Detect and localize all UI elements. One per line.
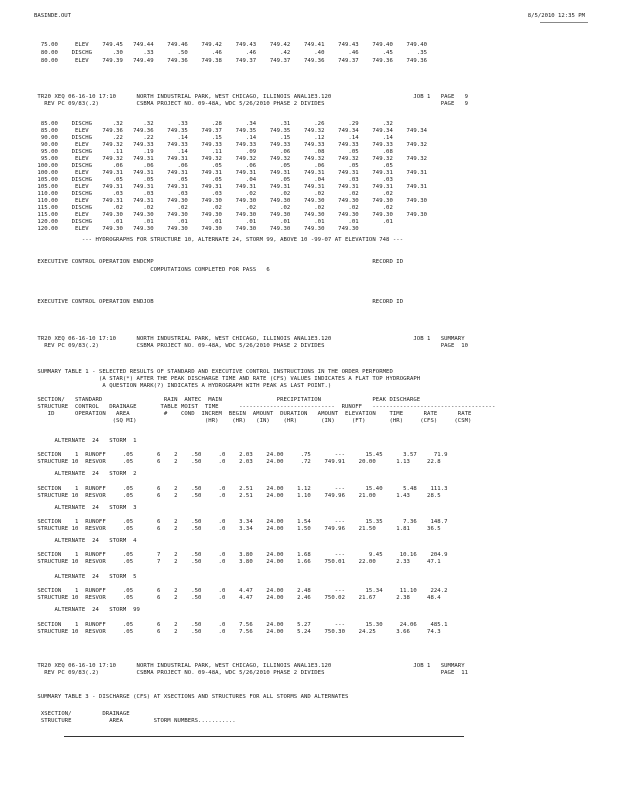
- alternate-title: ALTERNATE 24 STORM 2: [34, 471, 137, 477]
- alternate-title: ALTERNATE 24 STORM 4: [34, 538, 137, 544]
- table-header-line: ID OPERATION AREA # COND INCREM BEGIN AMOUNT DURATION AMOUNT ELEVATION TIME RATE RATE: [34, 411, 472, 417]
- output-row: 95.00 ELEV 749.32 749.31 749.31 749.32 749.32 749.32 749.32 749.32 749.32 749.32: [34, 156, 428, 162]
- page-header-line: REV PC 09/83(.2) CSBMA PROJECT NO. 09-48A, WDC 5/26/2010 PHASE 2 DIVIDES PAGE 9: [34, 101, 469, 107]
- summary-table-3-header: STRUCTURE AREA STORM NUMBERS...........: [34, 718, 236, 724]
- output-row: 85.00 DISCHG .32 .32 .33 .28 .34 .31 .26 .29 .32: [34, 121, 393, 127]
- table-row: STRUCTURE 10 RESVOR .05 6 2 .50 .0 4.47 24.00 2.46 750.02 21.67 2.38 48.4: [34, 595, 441, 601]
- alternate-title: ALTERNATE 24 STORM 99: [34, 607, 140, 613]
- table-row: SECTION 1 RUNOFF .05 6 2 .50 .0 2.03 24.00 .75 --- 15.45 3.57 71.9: [34, 452, 448, 458]
- executive-control-line: EXECUTIVE CONTROL OPERATION ENDCMP RECORD ID: [34, 259, 404, 265]
- output-row: 80.00 ELEV 749.39 749.49 749.36 749.38 749.37 749.37 749.36 749.37 749.36 749.36: [34, 58, 428, 64]
- table-row: STRUCTURE 10 RESVOR .05 6 2 .50 .0 2.03 24.00 .72 749.91 20.00 1.13 22.8: [34, 459, 441, 465]
- summary-note: (A STAR(*) AFTER THE PEAK DISCHARGE TIME AND RATE (CFS) VALUES INDICATES A FLAT TOP HYDROGRAPH: [34, 376, 421, 382]
- table-row: STRUCTURE 10 RESVOR .05 6 2 .50 .0 2.51 24.00 1.10 749.96 21.00 1.43 28.5: [34, 493, 441, 499]
- output-row: 80.00 DISCHG .30 .33 .50 .46 .46 .42 .40 .46 .45 .35: [34, 50, 428, 56]
- alternate-title: ALTERNATE 24 STORM 3: [34, 505, 137, 511]
- output-row: 105.00 ELEV 749.31 749.31 749.31 749.31 749.31 749.31 749.31 749.31 749.31 749.31: [34, 184, 428, 190]
- alternate-title: ALTERNATE 24 STORM 5: [34, 574, 137, 580]
- summary-table-3-header: XSECTION/ DRAINAGE: [34, 711, 130, 717]
- output-row: 100.00 DISCHG .06 .06 .06 .05 .06 .05 .06 .05 .05: [34, 163, 393, 169]
- output-row: 120.00 DISCHG .01 .01 .01 .01 .01 .01 .01 .01 .01: [34, 219, 393, 225]
- table-row: STRUCTURE 10 RESVOR .05 6 2 .50 .0 7.56 24.00 5.24 750.30 24.25 3.66 74.3: [34, 629, 441, 635]
- bottom-rule: [64, 736, 464, 737]
- page-header-line: REV PC 09/83(.2) CSBMA PROJECT NO. 09-48A, WDC 5/26/2010 PHASE 2 DIVIDES PAGE 11: [34, 670, 469, 676]
- summary-title: SUMMARY TABLE 1 - SELECTED RESULTS OF STANDARD AND EXECUTIVE CONTROL INSTRUCTIONS IN THE ORDER PERFORMED: [34, 369, 393, 375]
- output-row: 120.00 ELEV 749.30 749.30 749.30 749.30 749.30 749.30 749.30 749.30: [34, 226, 359, 232]
- output-row: 115.00 DISCHG .02 .02 .02 .02 .02 .02 .02 .02 .02: [34, 205, 393, 211]
- executive-endjob-line: EXECUTIVE CONTROL OPERATION ENDJOB RECORD ID: [34, 299, 404, 305]
- output-row: 95.00 DISCHG .11 .19 .14 .11 .09 .06 .08 .05 .08: [34, 149, 393, 155]
- output-row: 110.00 ELEV 749.31 749.31 749.30 749.30 749.30 749.30 749.30 749.30 749.30 749.30: [34, 198, 428, 204]
- header-rule: [540, 22, 588, 23]
- table-header-line: STRUCTURE CONTROL DRAINAGE TABLE MOIST TIME ---------------------------- RUNOFF ------------------------------------: [34, 404, 496, 410]
- table-row: SECTION 1 RUNOFF .05 7 2 .50 .0 3.80 24.00 1.68 --- 9.45 10.16 204.9: [34, 552, 448, 558]
- page-header-line: TR20 XEQ 06-16-10 17:10 NORTH INDUSTRIAL PARK, WEST CHICAGO, ILLINOIS ANAL1E3.120 JOB 1 PAGE 9: [34, 94, 469, 100]
- hydrograph-note: --- HYDROGRAPHS FOR STRUCTURE 10, ALTERNATE 24, STORM 99, ABOVE 10 -99-07 AT ELEVATION 748 ---: [34, 237, 404, 243]
- table-row: SECTION 1 RUNOFF .05 6 2 .50 .0 7.56 24.00 5.27 --- 15.30 24.06 485.1: [34, 622, 448, 628]
- page-header-line: TR20 XEQ 06-16-10 17:10 NORTH INDUSTRIAL PARK, WEST CHICAGO, ILLINOIS ANAL1E3.120 JOB 1 SUMMARY: [34, 663, 465, 669]
- table-row: SECTION 1 RUNOFF .05 6 2 .50 .0 3.34 24.00 1.54 --- 15.35 7.36 148.7: [34, 519, 448, 525]
- alternate-title: ALTERNATE 24 STORM 1: [34, 438, 137, 444]
- summary-note: A QUESTION MARK(?) INDICATES A HYDROGRAPH WITH PEAK AS LAST POINT.): [34, 383, 332, 389]
- computations-completed: COMPUTATIONS COMPLETED FOR PASS 6: [34, 267, 270, 273]
- output-row: 90.00 ELEV 749.32 749.33 749.33 749.33 749.33 749.33 749.33 749.33 749.33 749.32: [34, 142, 428, 148]
- table-header-line: (SQ MI) (HR) (HR) (IN) (HR) (IN) (FT) (HR) (CFS) (CSM): [34, 418, 472, 424]
- print-timestamp: 8/5/2010 12:35 PM: [527, 13, 585, 19]
- output-row: 75.00 ELEV 749.45 749.44 749.46 749.42 749.43 749.42 749.41 749.43 749.40 749.40: [34, 42, 428, 48]
- table-row: STRUCTURE 10 RESVOR .05 7 2 .50 .0 3.80 24.00 1.66 750.01 22.00 2.33 47.1: [34, 559, 441, 565]
- table-row: SECTION 1 RUNOFF .05 6 2 .50 .0 4.47 24.00 2.48 --- 15.34 11.10 224.2: [34, 588, 448, 594]
- table-row: SECTION 1 RUNOFF .05 6 2 .50 .0 2.51 24.00 1.12 --- 15.40 5.48 111.3: [34, 486, 448, 492]
- output-row: 100.00 ELEV 749.31 749.31 749.31 749.31 749.31 749.31 749.31 749.31 749.31 749.31: [34, 170, 428, 176]
- page-header-line: TR20 XEQ 06-16-10 17:10 NORTH INDUSTRIAL PARK, WEST CHICAGO, ILLINOIS ANAL1E3.120 JOB 1 SUMMARY: [34, 336, 465, 342]
- output-row: 115.00 ELEV 749.30 749.30 749.30 749.30 749.30 749.30 749.30 749.30 749.30 749.30: [34, 212, 428, 218]
- table-row: STRUCTURE 10 RESVOR .05 6 2 .50 .0 3.34 24.00 1.50 749.96 21.50 1.81 36.5: [34, 526, 441, 532]
- output-row: 105.00 DISCHG .05 .05 .05 .05 .04 .05 .04 .03 .03: [34, 177, 393, 183]
- output-row: 85.00 ELEV 749.36 749.36 749.35 749.37 749.35 749.35 749.32 749.34 749.34 749.34: [34, 128, 428, 134]
- file-name: BASINDE.OUT: [34, 13, 72, 19]
- summary-table-3-title: SUMMARY TABLE 3 - DISCHARGE (CFS) AT XSECTIONS AND STRUCTURES FOR ALL STORMS AND ALTERNATES: [34, 694, 349, 700]
- output-row: 90.00 DISCHG .22 .22 .14 .15 .14 .15 .12 .14 .14: [34, 135, 393, 141]
- output-row: 110.00 DISCHG .03 .03 .03 .03 .02 .02 .02 .02 .02: [34, 191, 393, 197]
- table-header-line: SECTION/ STANDARD RAIN ANTEC MAIN PRECIPITATION PEAK DISCHARGE: [34, 397, 421, 403]
- page-header-line: REV PC 09/83(.2) CSBMA PROJECT NO. 09-48A, WDC 5/26/2010 PHASE 2 DIVIDES PAGE 10: [34, 343, 469, 349]
